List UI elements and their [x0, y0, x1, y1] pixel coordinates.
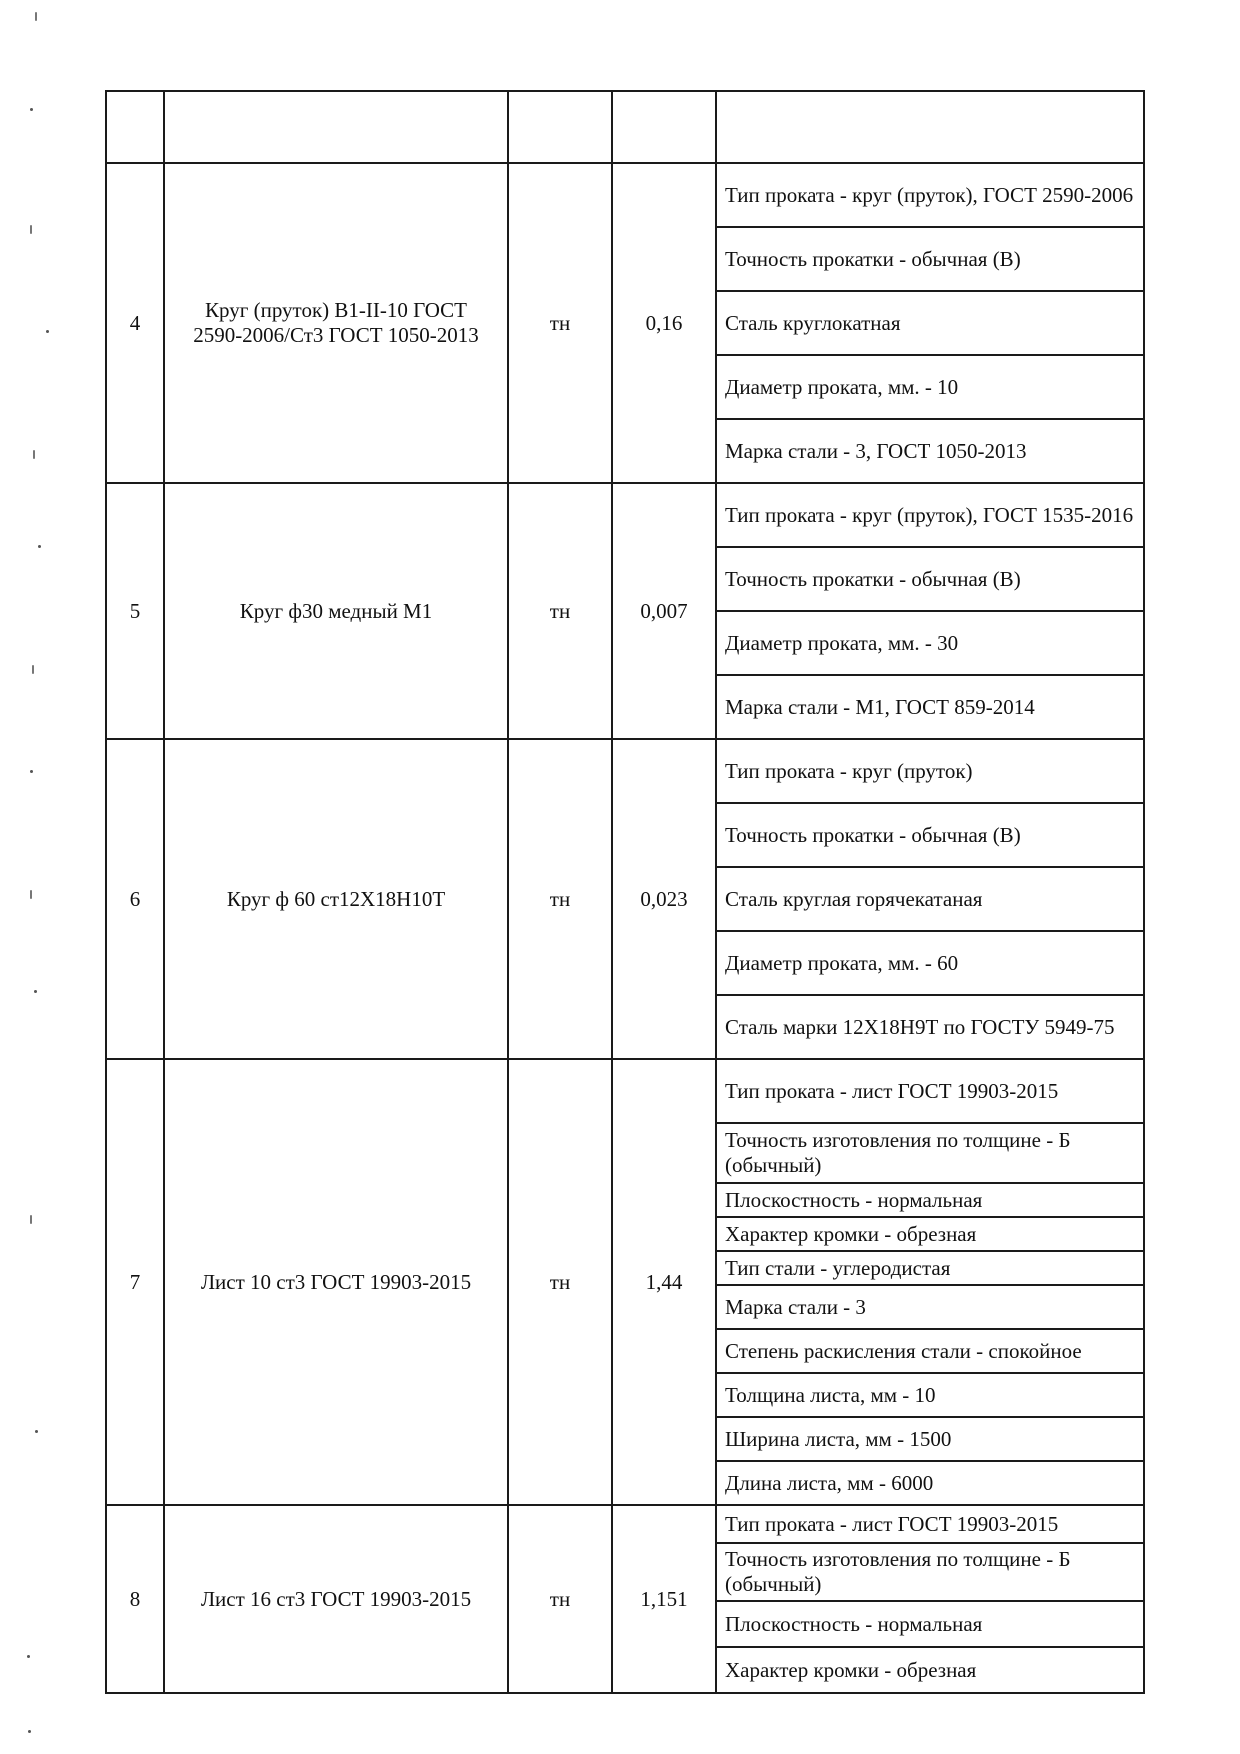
cell-empty — [106, 91, 164, 163]
characteristic: Сталь марки 12Х18Н9Т по ГОСТУ 5949-75 — [716, 995, 1144, 1059]
characteristic: Диаметр проката, мм. - 10 — [716, 355, 1144, 419]
quantity: 0,16 — [612, 163, 716, 483]
characteristic: Степень раскисления стали - спокойное — [716, 1329, 1144, 1373]
characteristic: Точность прокатки - обычная (В) — [716, 227, 1144, 291]
characteristic: Сталь круглокатная — [716, 291, 1144, 355]
unit-of-measure: тн — [508, 1505, 612, 1693]
characteristic: Характер кромки - обрезная — [716, 1647, 1144, 1693]
scan-speck — [38, 545, 41, 548]
item-name: Круг (пруток) В1-II-10 ГОСТ 2590-2006/Ст3 ГОСТ 1050-2013 — [164, 163, 508, 483]
cell-empty — [716, 91, 1144, 163]
cell-empty — [612, 91, 716, 163]
unit-of-measure: тн — [508, 163, 612, 483]
characteristic: Тип проката - лист ГОСТ 19903-2015 — [716, 1505, 1144, 1543]
cell-empty — [164, 91, 508, 163]
scan-speck — [30, 890, 32, 899]
row-number: 6 — [106, 739, 164, 1059]
quantity: 1,151 — [612, 1505, 716, 1693]
characteristic: Плоскостность - нормальная — [716, 1601, 1144, 1647]
specification-table — [105, 90, 1145, 1694]
scan-speck — [27, 1655, 30, 1658]
row-number: 5 — [106, 483, 164, 739]
scan-speck — [30, 770, 33, 773]
scan-speck — [30, 108, 33, 111]
scan-speck — [32, 665, 34, 674]
row-number: 4 — [106, 163, 164, 483]
unit-of-measure: тн — [508, 483, 612, 739]
row-number: 7 — [106, 1059, 164, 1505]
characteristic: Точность прокатки - обычная (В) — [716, 803, 1144, 867]
characteristic: Тип проката - круг (пруток), ГОСТ 1535-2016 — [716, 483, 1144, 547]
unit-of-measure: тн — [508, 739, 612, 1059]
quantity: 0,007 — [612, 483, 716, 739]
characteristic: Точность изготовления по толщине - Б (обычный) — [716, 1543, 1144, 1601]
characteristic: Тип проката - круг (пруток) — [716, 739, 1144, 803]
quantity: 0,023 — [612, 739, 716, 1059]
unit-of-measure: тн — [508, 1059, 612, 1505]
table-row-continuation — [106, 91, 1144, 163]
table-row — [106, 739, 1144, 803]
scan-speck — [35, 12, 37, 21]
characteristic: Толщина листа, мм - 10 — [716, 1373, 1144, 1417]
scan-speck — [35, 1430, 38, 1433]
characteristic: Длина листа, мм - 6000 — [716, 1461, 1144, 1505]
characteristic: Характер кромки - обрезная — [716, 1217, 1144, 1251]
table-row — [106, 1059, 1144, 1123]
item-name: Лист 16 ст3 ГОСТ 19903-2015 — [164, 1505, 508, 1693]
quantity: 1,44 — [612, 1059, 716, 1505]
characteristic: Диаметр проката, мм. - 30 — [716, 611, 1144, 675]
characteristic: Плоскостность - нормальная — [716, 1183, 1144, 1217]
scan-speck — [30, 225, 32, 234]
scan-speck — [33, 450, 35, 459]
characteristic: Марка стали - 3 — [716, 1285, 1144, 1329]
characteristic: Диаметр проката, мм. - 60 — [716, 931, 1144, 995]
characteristic: Марка стали - М1, ГОСТ 859-2014 — [716, 675, 1144, 739]
characteristic: Тип проката - круг (пруток), ГОСТ 2590-2006 — [716, 163, 1144, 227]
characteristic: Тип проката - лист ГОСТ 19903-2015 — [716, 1059, 1144, 1123]
table-row — [106, 163, 1144, 227]
item-name: Круг ф30 медный М1 — [164, 483, 508, 739]
scan-speck — [34, 990, 37, 993]
scan-speck — [30, 1215, 32, 1224]
characteristic: Точность изготовления по толщине - Б (обычный) — [716, 1123, 1144, 1183]
row-number: 8 — [106, 1505, 164, 1693]
characteristic: Марка стали - 3, ГОСТ 1050-2013 — [716, 419, 1144, 483]
characteristic: Тип стали - углеродистая — [716, 1251, 1144, 1285]
item-name: Лист 10 ст3 ГОСТ 19903-2015 — [164, 1059, 508, 1505]
cell-empty — [508, 91, 612, 163]
table-row — [106, 1505, 1144, 1543]
characteristic: Сталь круглая горячекатаная — [716, 867, 1144, 931]
characteristic: Ширина листа, мм - 1500 — [716, 1417, 1144, 1461]
characteristic: Точность прокатки - обычная (В) — [716, 547, 1144, 611]
item-name: Круг ф 60 ст12Х18Н10Т — [164, 739, 508, 1059]
scan-speck — [46, 330, 49, 333]
scan-speck — [28, 1730, 31, 1733]
table-row — [106, 483, 1144, 547]
